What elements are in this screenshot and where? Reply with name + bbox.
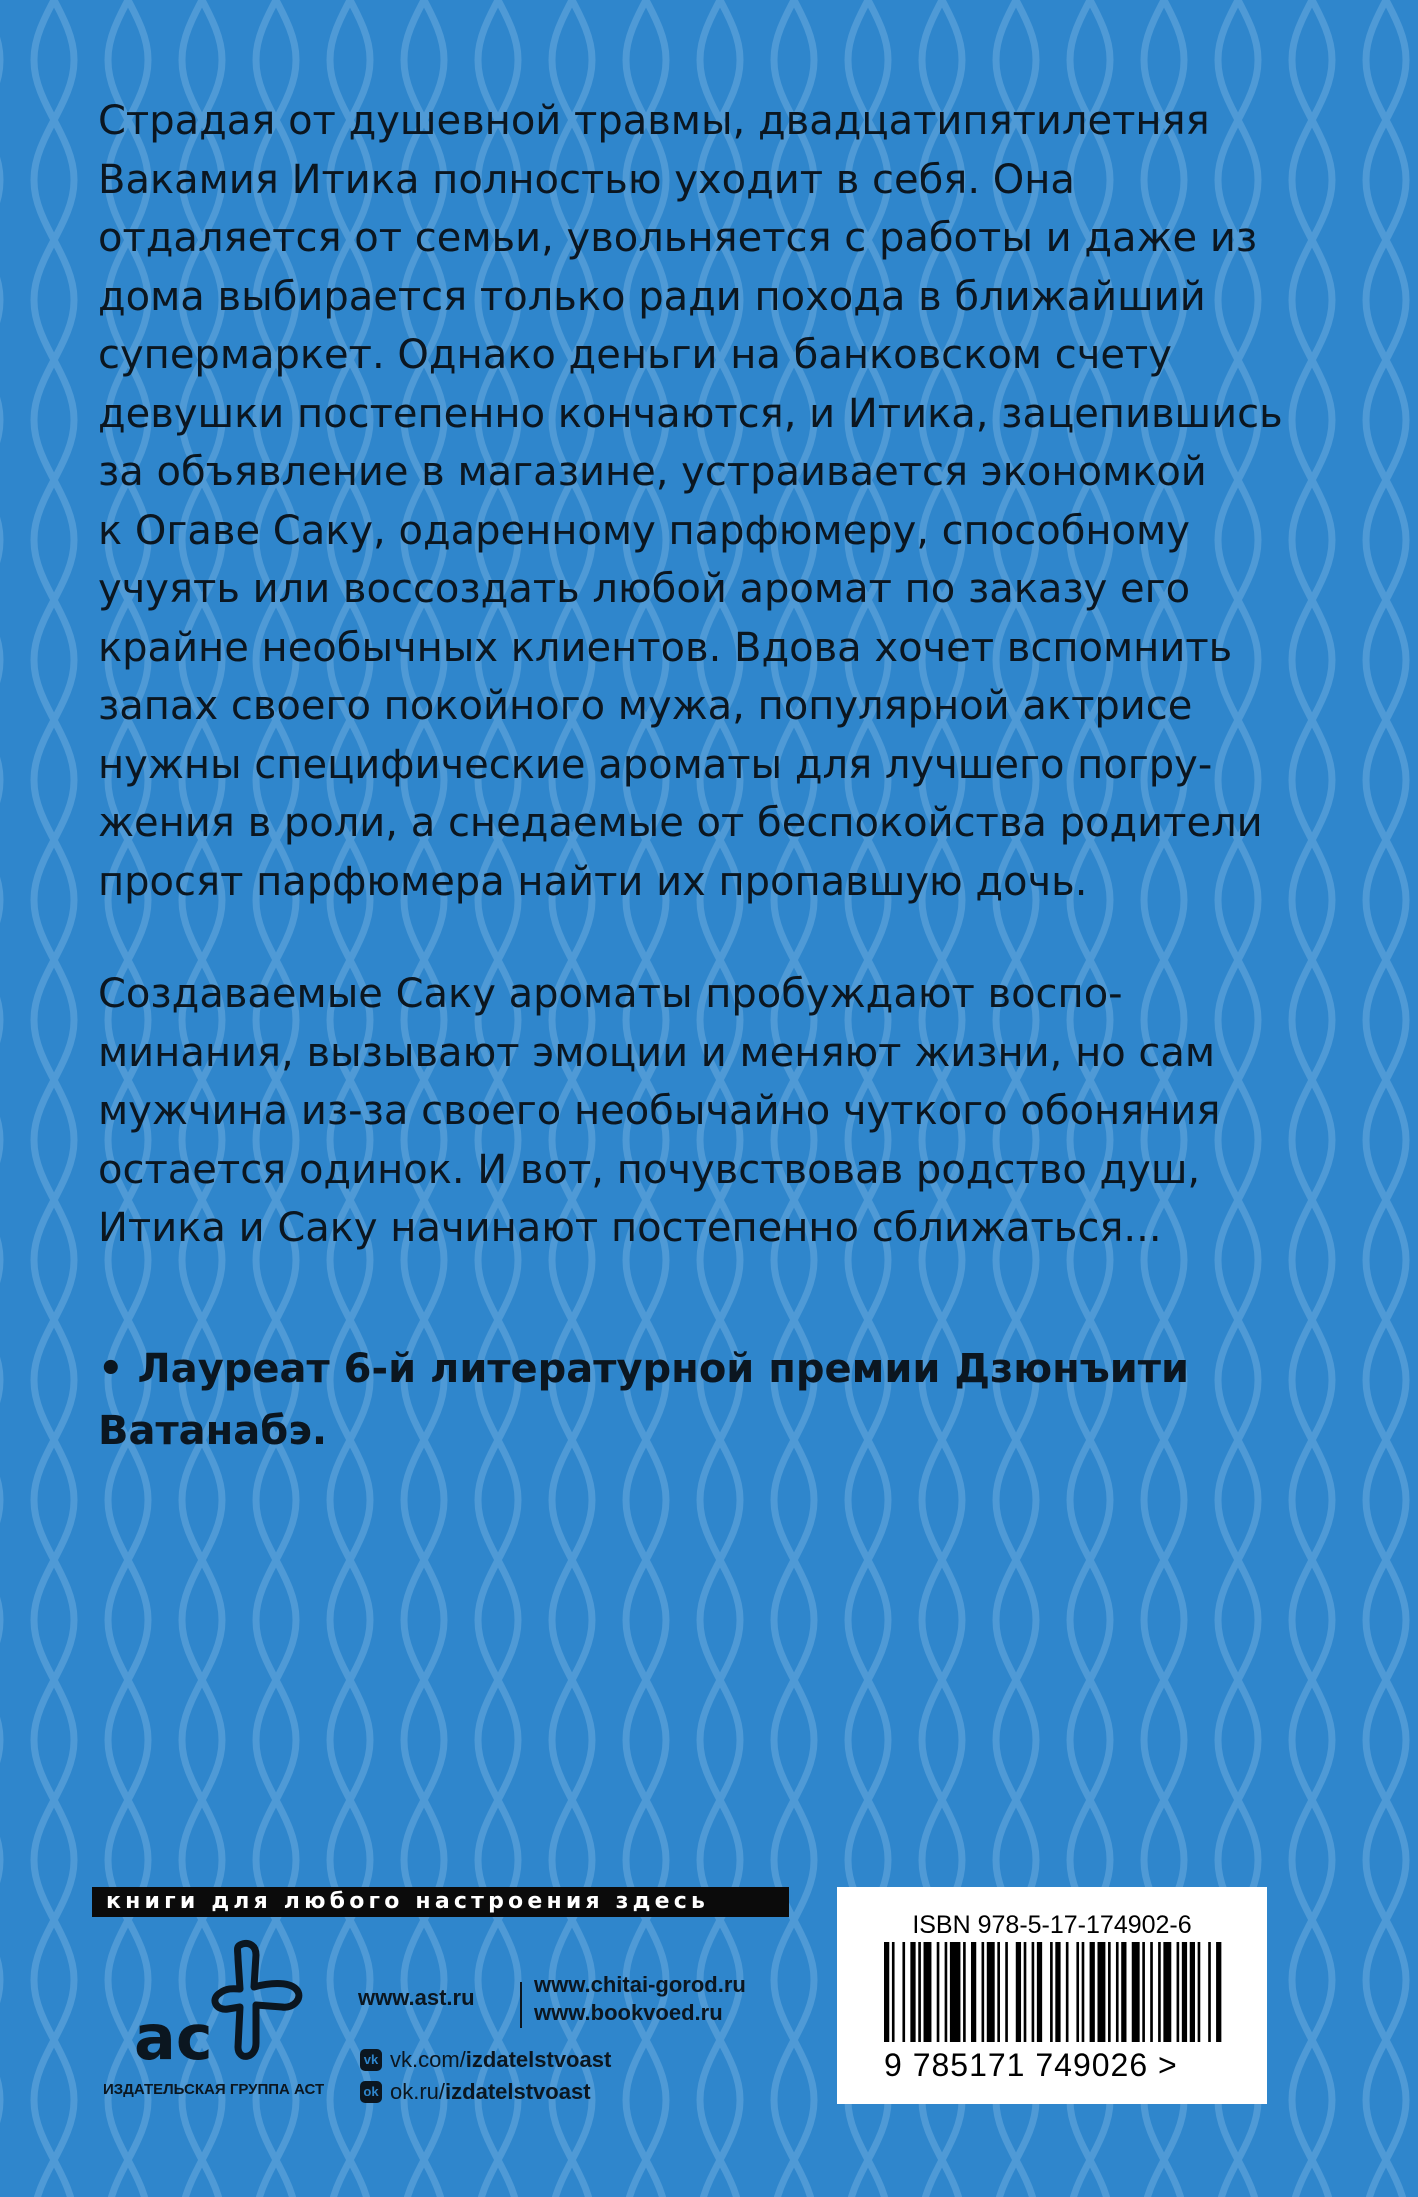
paragraph-2-line: мужчина из-за своего необычайно чуткого обоняния — [98, 1088, 1221, 1134]
paragraph-2-line: минания, вызывают эмоции и меняют жизни, но сам — [98, 1029, 1216, 1076]
paragraph-1-line: Вакамия Итика полностью уходит в себя. Она — [98, 156, 1075, 203]
ean-digits: 9 785171 749026 > — [884, 2047, 1178, 2083]
links-divider — [520, 1982, 522, 2028]
paragraph-1-line: за объявление в магазине, устраивается экономкой — [98, 449, 1207, 495]
paragraph-2-line: Итика и Саку начинают постепенно сближаться... — [98, 1205, 1162, 1251]
paragraph-1-line: просят парфюмера найти их пропавшую дочь. — [98, 858, 1088, 905]
bookvoed-link[interactable]: www.bookvoed.ru — [534, 2000, 723, 2025]
award-note — [98, 1338, 1348, 1462]
vk-handle: izdatelstvoast — [465, 2047, 612, 2072]
ok-prefix: ok.ru/ — [390, 2079, 446, 2104]
description-paragraph-2 — [98, 965, 1348, 1258]
paragraph-1-line: девушки постепенно кончаются, и Итика, зацепившись — [98, 390, 1283, 437]
publisher-name: ИЗДАТЕЛЬСКАЯ ГРУППА АСТ — [103, 2081, 325, 2098]
paragraph-1-line: учуять или воссоздать любой аромат по заказу его — [98, 566, 1191, 612]
vk-prefix: vk.com/ — [390, 2047, 466, 2072]
award-line: • Лауреат 6-й литературной премии Дзюнъити — [98, 1346, 1190, 1392]
paragraph-1-line: запах своего покойного мужа, популярной актрисе — [98, 683, 1193, 729]
chitai-gorod-link[interactable]: www.chitai-gorod.ru — [534, 1972, 746, 1997]
paragraph-1-line: дома выбирается только ради похода в ближайший — [98, 273, 1206, 320]
slogan-banner: книги для любого настроения здесь — [92, 1887, 789, 1917]
ok-icon: ok — [360, 2081, 382, 2103]
ast-logo-icon — [120, 1935, 320, 2075]
paragraph-1-line: отдаляется от семьи, увольняется с работы и даже из — [98, 215, 1258, 261]
svg-text:ac: ac — [134, 2001, 213, 2074]
barcode-panel — [837, 1887, 1267, 2104]
vk-icon: vk — [360, 2049, 382, 2071]
paragraph-1-line: супермаркет. Однако деньги на банковском счету — [98, 332, 1172, 378]
paragraph-1-line: нужны специфические ароматы для лучшего погру- — [98, 741, 1213, 788]
paragraph-1-line: к Огаве Саку, одаренному парфюмеру, способному — [98, 507, 1190, 554]
paragraph-1-line: жения в роли, а снедаемые от беспокойства родители — [98, 800, 1263, 846]
isbn-text: ISBN 978-5-17-174902-6 — [912, 1911, 1192, 1939]
description-paragraph-1 — [98, 92, 1348, 911]
ast-website-link[interactable]: www.ast.ru — [358, 1985, 475, 2010]
paragraph-1-line: крайне необычных клиентов. Вдова хочет вспомнить — [98, 624, 1233, 671]
ok-link[interactable] — [360, 2079, 591, 2105]
paragraph-1-line: Страдая от душевной травмы, двадцатипятилетняя — [98, 98, 1210, 144]
ok-handle: izdatelstvoast — [445, 2079, 591, 2104]
award-line: Ватанабэ. — [98, 1408, 328, 1454]
vk-link[interactable] — [360, 2047, 611, 2073]
paragraph-2-line: остается одинок. И вот, почувствовав родство душ, — [98, 1146, 1201, 1193]
paragraph-2-line: Создаваемые Саку ароматы пробуждают воспо- — [98, 971, 1123, 1017]
